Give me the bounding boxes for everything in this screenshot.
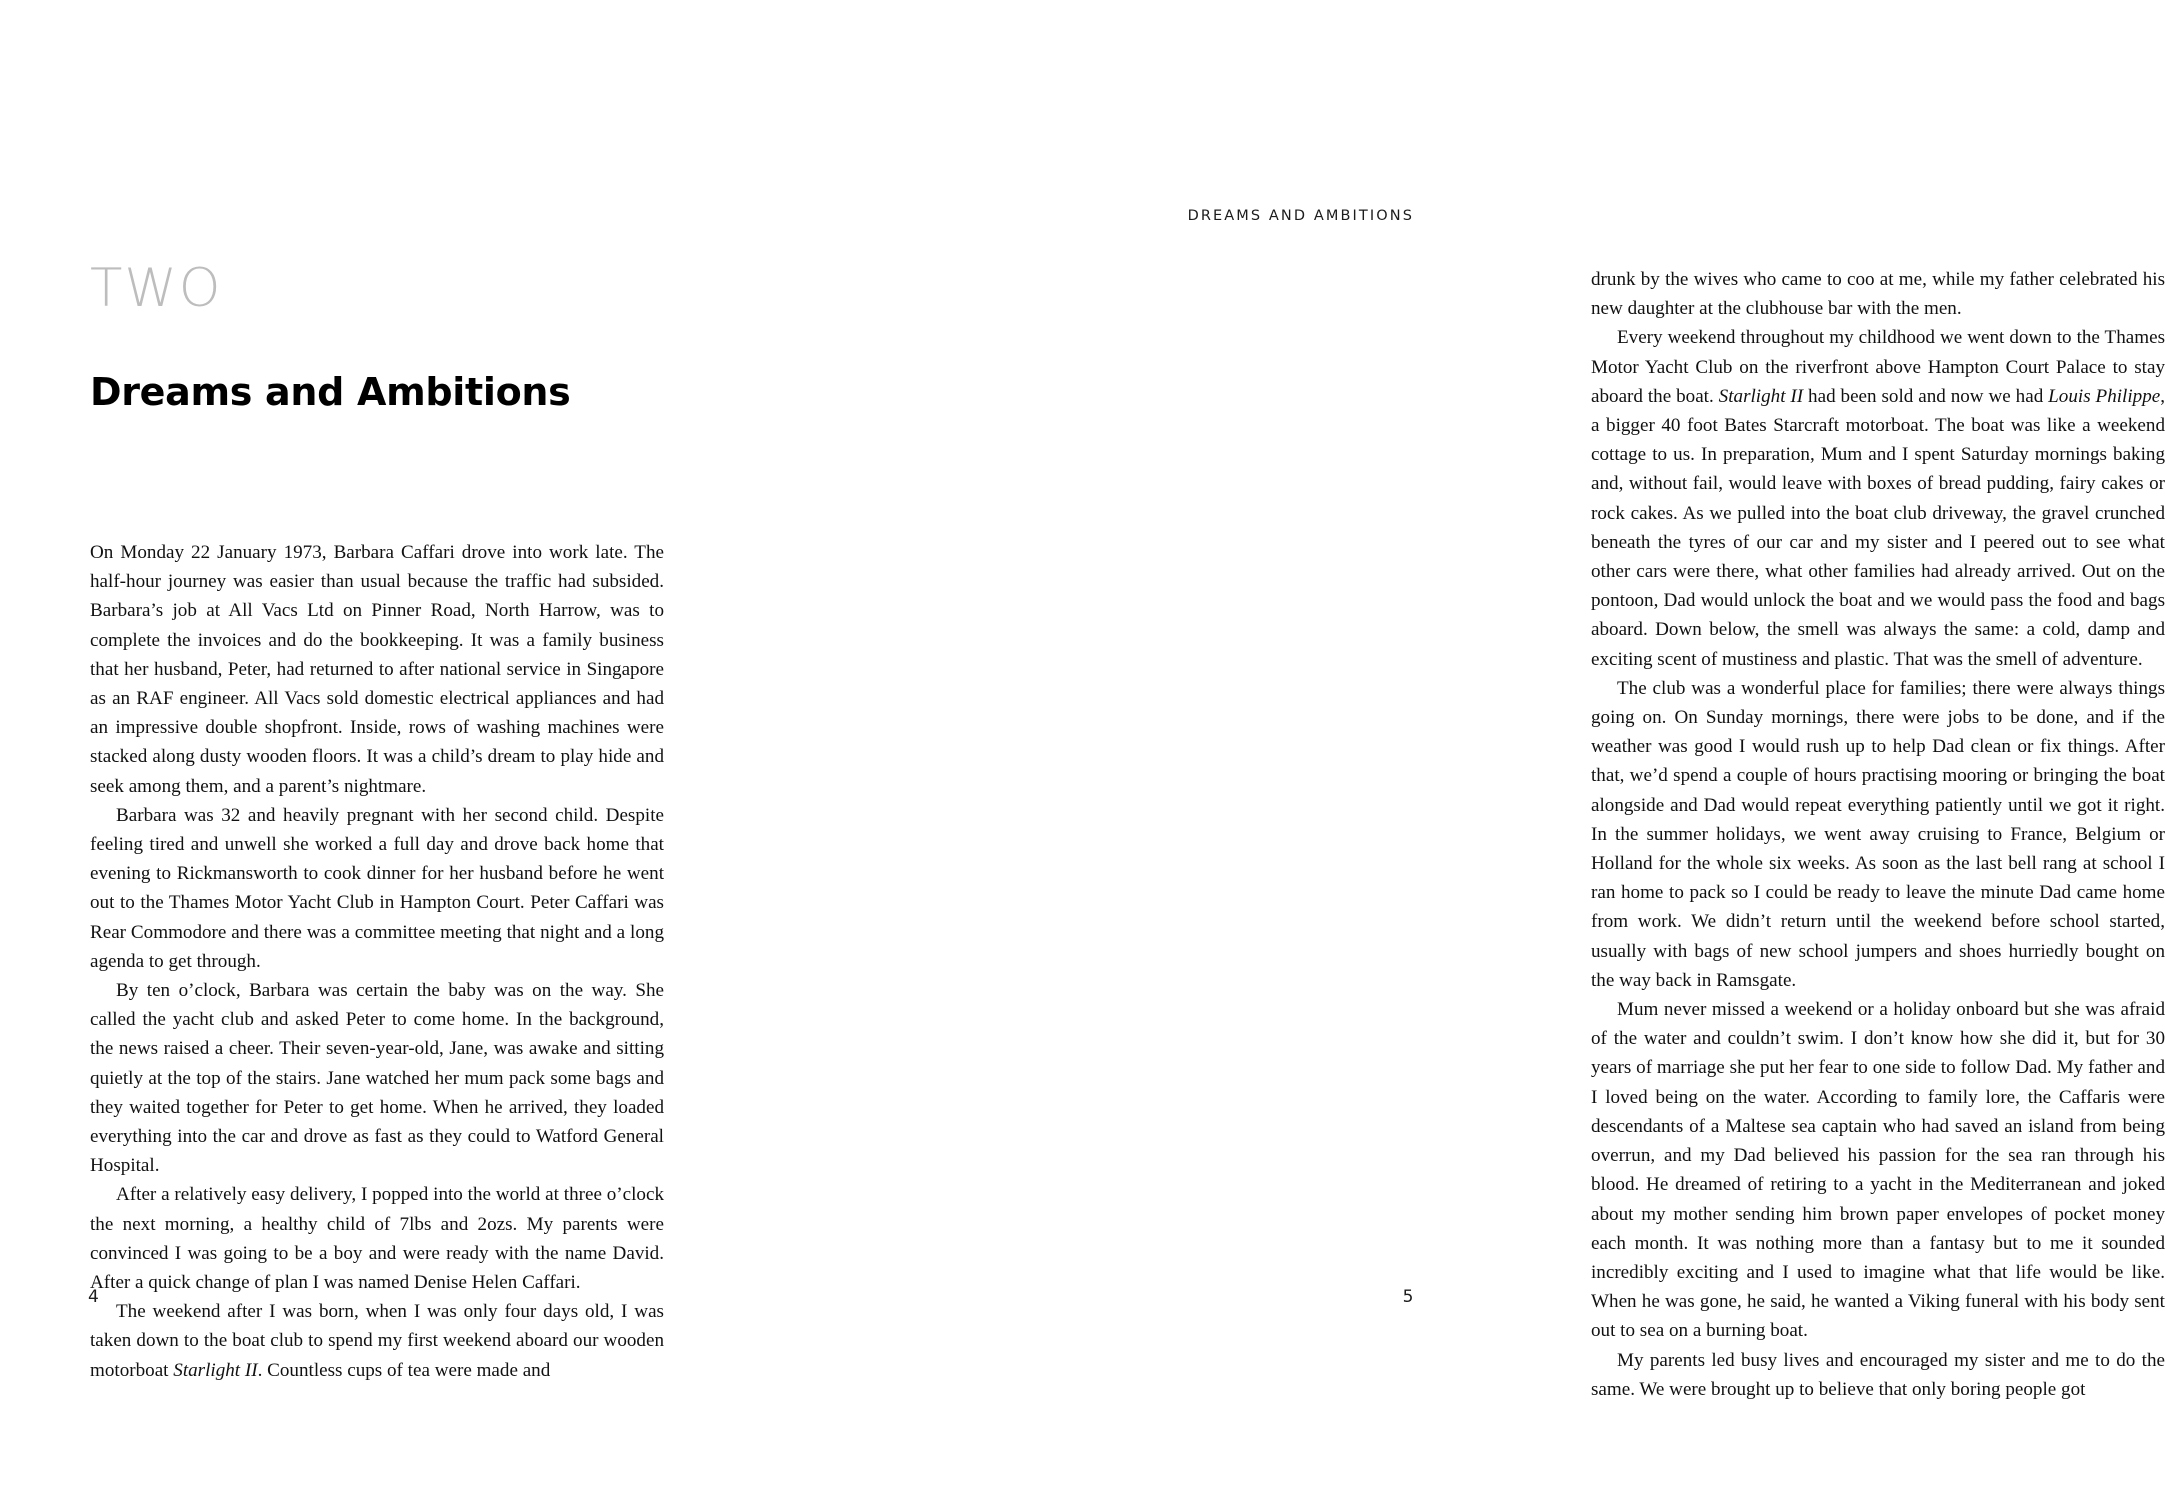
chapter-number-label: TWO	[90, 258, 223, 319]
paragraph: The weekend after I was born, when I was only four days old, I was taken down to the boat club to spend my first weekend aboard our wooden motorboat Starlight II. Countless cups of tea were made and	[90, 1301, 664, 1381]
running-header: DREAMS AND AMBITIONS	[1187, 208, 1414, 224]
paragraph: After a relatively easy delivery, I popped into the world at three o’clock the next morning, a healthy child of 7lbs and 2ozs. My parents were convinced I was going to be a boy and were ready with the name David. After a quick change of plan I was named Denise Helen Caffari.	[90, 1184, 664, 1294]
left-page-body-text	[90, 538, 664, 1385]
page-number-left: 4	[88, 1287, 100, 1307]
page-number-right: 5	[1402, 1287, 1414, 1307]
paragraph: By ten o’clock, Barbara was certain the baby was on the way. She called the yacht club and asked Peter to come home. In the background, the news raised a cheer. Their seven-year-old, Jane, was awake and sitting quietly at the top of the stairs. Jane watched her mum pack some bags and they waited together for Peter to get home. When he arrived, they loaded everything into the car and drove as fast as they could to Watford General Hospital.	[90, 980, 664, 1177]
paragraph: The club was a wonderful place for families; there were always things going on. On Sunday mornings, there were jobs to be done, and if the weather was good I would rush up to help Dad clean or fix things. After that, we’d spend a couple of hours practising mooring or bringing the boat alongside and Dad would repeat everything patiently until we got it right. In the summer holidays, we went away cruising to France, Belgium or Holland for the whole six weeks. As soon as the last bell rang at school I ran home to pack so I could be ready to leave the minute Dad came home from work. We didn’t return until the weekend before school started, usually with bags of new school jumpers and shoes hurriedly bought on the way back in Ramsgate.	[1591, 677, 2165, 991]
paragraph: My parents led busy lives and encouraged my sister and me to do the same. We were brought up to believe that only boring people got	[1591, 1349, 2165, 1400]
paragraph: Barbara was 32 and heavily pregnant with her second child. Despite feeling tired and unwell she worked a full day and drove back home that evening to Rickmansworth to cook dinner for her husband before he went out to the Thames Motor Yacht Club in Hampton Court. Peter Caffari was Rear Commodore and there was a committee meeting that night and a long agenda to get through.	[90, 804, 664, 972]
right-page-body-text	[1591, 265, 2165, 1404]
italic-phrase: Starlight II	[1718, 385, 1804, 407]
paragraph: Every weekend throughout my childhood we went down to the Thames Motor Yacht Club on the riverfront above Hampton Court Palace to stay aboard the boat. Starlight II had been sold and now we had Louis Philippe, a bigger 40 foot Bates Starcraft motorboat. The boat was like a weekend cottage to us. In preparation, Mum and I spent Saturday mornings baking and, without fail, would leave with boxes of bread pudding, fairy cakes or rock cakes. As we pulled into the boat club driveway, the gravel crunched beneath the tyres of our car and my sister and I peered out to see what other cars were there, what other families had already arrived. Out on the pontoon, Dad would unlock the boat and we would pass the food and bags aboard. Down below, the smell was always the same: a cold, damp and exciting scent of mustiness and plastic. That was the smell of adventure.	[1591, 327, 2165, 670]
chapter-title: Dreams and Ambitions	[90, 370, 571, 415]
italic-phrase: Starlight II	[173, 1359, 258, 1381]
left-page	[0, 0, 750, 1500]
right-page	[750, 0, 2165, 1500]
paragraph: On Monday 22 January 1973, Barbara Caffari drove into work late. The half-hour journey was easier than usual because the traffic had subsided. Barbara’s job at All Vacs Ltd on Pinner Road, North Harrow, was to complete the invoices and do the bookkeeping. It was a family business that her husband, Peter, had returned to after national service in Singapore as an RAF engineer. All Vacs sold domestic electrical appliances and had an impressive double shopfront. Inside, rows of washing machines were stacked along dusty wooden floors. It was a child’s dream to play hide and seek among them, and a parent’s nightmare.	[90, 542, 664, 797]
paragraph: Mum never missed a weekend or a holiday onboard but she was afraid of the water and couldn’t swim. I don’t know how she did it, but for 30 years of marriage she put her fear to one side to follow Dad. My father and I loved being on the water. According to family lore, the Caffaris were descendants of a Maltese sea captain who had saved an island from being overrun, and my Dad believed his passion for the sea ran through his blood. He dreamed of retiring to a yacht in the Mediterranean and joked about my mother sending him brown paper envelopes of pocket money each month. It was nothing more than a fantasy but to me it sounded incredibly exciting and I used to imagine what that life would be like. When he was gone, he said, he wanted a Viking funeral with his body sent out to sea on a burning boat.	[1591, 999, 2165, 1342]
paragraph: drunk by the wives who came to coo at me, while my father celebrated his new daughter at the clubhouse bar with the men.	[1591, 269, 2165, 320]
italic-phrase: Louis Philippe	[2048, 385, 2161, 407]
